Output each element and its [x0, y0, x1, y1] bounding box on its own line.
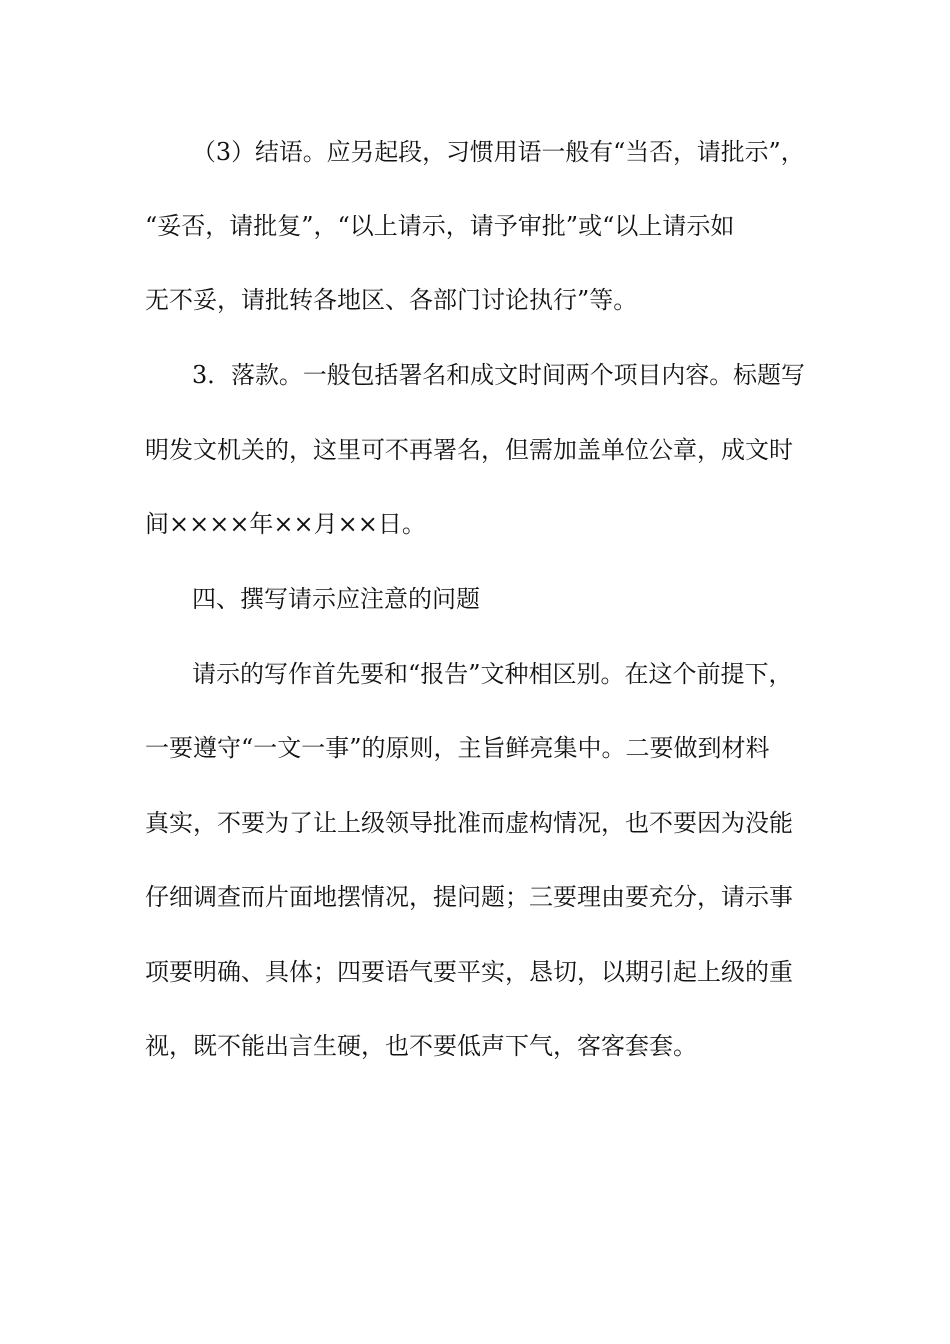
text-line-6: 间××××年××月××日。 [145, 510, 426, 538]
text-line-1: （3）结语。应另起段，习惯用语一般有“当否，请批示”， [192, 138, 805, 166]
section-heading: 四、撰写请示应注意的问题 [192, 585, 480, 613]
text-line-3: 无不妥，请批转各地区、各部门讨论执行”等。 [145, 286, 638, 314]
text-line-5: 明发文机关的，这里可不再署名，但需加盖单位公章，成文时 [145, 436, 793, 464]
text-line-8: 请示的写作首先要和“报告”文种相区别。在这个前提下， [192, 660, 793, 688]
text-line-2: “妥否，请批复”，“以上请示，请予审批”或“以上请示如 [145, 212, 735, 240]
text-line-11: 仔细调查而片面地摆情况，提问题；三要理由要充分，请示事 [145, 883, 793, 911]
text-line-12: 项要明确、具体；四要语气要平实，恳切，以期引起上级的重 [145, 958, 793, 986]
text-line-4: 3．落款。一般包括署名和成文时间两个项目内容。标题写 [192, 361, 805, 389]
text-line-9: 一要遵守“一文一事”的原则，主旨鲜亮集中。二要做到材料 [145, 734, 770, 762]
text-line-10: 真实，不要为了让上级领导批准而虚构情况，也不要因为没能 [145, 809, 793, 837]
text-line-13: 视，既不能出言生硬，也不要低声下气，客客套套。 [145, 1032, 697, 1060]
